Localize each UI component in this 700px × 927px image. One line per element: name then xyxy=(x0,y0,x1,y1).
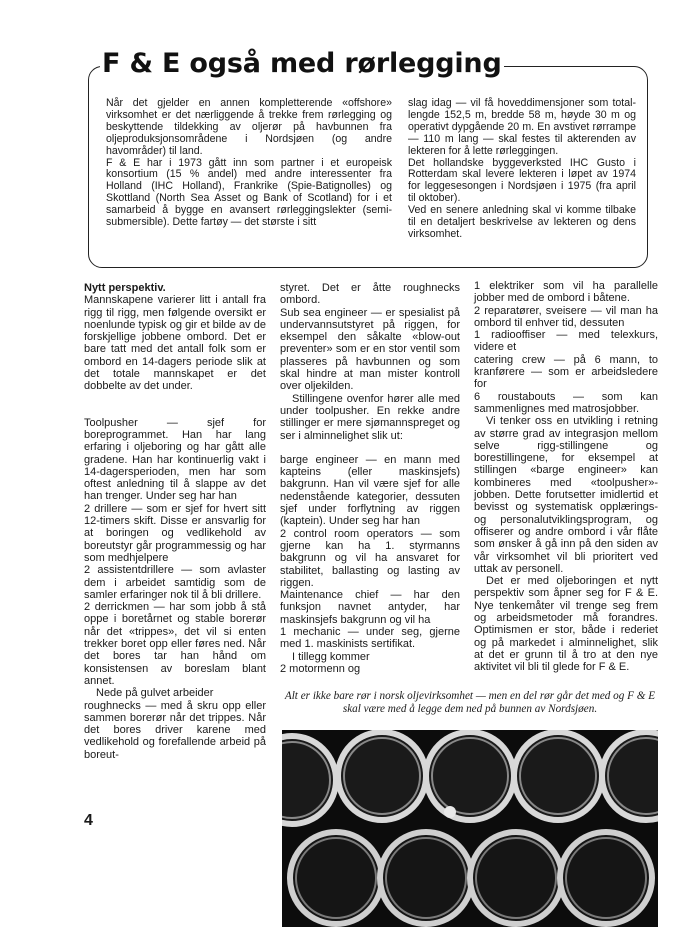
paragraph: Det er med oljeboringen et nytt perspektiv som åpner seg for F & E. Nye tenkemåter vil trenge seg frem og arbeidsmetoder må forandres. Optimismen er stor, både i rederiet og på markedet i alminnelighet, slik at det er grunn til å tro at den nye aktivitet vil bli til glede for F & E. xyxy=(474,575,658,674)
intro-left-text: Når det gjelder en annen kompletterende «offshore» virksomhet er det nærliggende å trekke frem rørlegging og beskyttende tildekking av oljerør på havbunnen fra oljeproduksjonsområdene i Nordsjøen (og andre havområder) til land. F & E har i 1973 gått inn som partner i et europeisk konsortium (15 % andel) med andre interessenter fra Holland (IHC Holland), Frankrike (Spie-Batignolles) og Skottland (North Sea Asset og Bank of Scotland) for i et samarbeid å bygge en avansert rørleggingslekter (semi-submersible). Dette fartøy — det største i sitt xyxy=(106,97,392,229)
pipes-photo xyxy=(282,730,658,927)
body-column-2 xyxy=(280,282,460,675)
body-column-1 xyxy=(84,282,266,761)
paragraph: 2 drillere — som er sjef for hvert sitt 12-timers skift. Disse er ansvarlig for at boringen og vedlikehold av boreutstyr går programmessig og har som medhjelpere xyxy=(84,502,266,564)
intro-right-text: slag idag — vil få hoveddimensjoner som total-lengde 152,5 m, bredde 58 m, høyde 30 m og operativt dypgående 20 m. En avstivet rørrampe — 110 m lang — skal festes til akterenden av lekteren for å lette rørleggingen. Det hollandske byggeverksted IHC Gusto i Rotterdam skal levere lekteren i løpet av 1974 for leggesesongen i Nordsjøen i 1975 (fra april til oktober). Ved en senere anledning skal vi komme tilbake til en detaljert beskrivelse av lekteren og dens virksomhet. xyxy=(408,97,636,240)
paragraph: catering crew — på 6 mann, to kranførere — som er arbeidsledere for xyxy=(474,353,658,391)
photo-caption: Alt er ikke bare rør i norsk oljevirksomhet — men en del rør går det med og F & E skal være med å legge dem ned på bunnen av Nordsjøen. xyxy=(284,690,656,715)
page-number: 4 xyxy=(84,812,93,829)
paragraph: I tillegg kommer xyxy=(292,650,370,663)
paragraph: 2 derrickmen — har som jobb å stå oppe i boretårnet og stable borerør når det «trippes», det vil si enten trekker boret opp eller føres ned. Når det bores tar han hånd om konsistensen av boreslam blant annet. xyxy=(84,601,266,687)
paragraph: Stillingene ovenfor hører alle med under toolpusher. En rekke andre stillinger er mere sjømannspreget og ser i alminnelighet slik ut: xyxy=(280,392,460,442)
paragraph: 2 motormenn og xyxy=(280,662,361,675)
paragraph: Maintenance chief — har den funksjon navnet antyder, har maskinsjefs bakgrunn og vil ha xyxy=(280,589,460,626)
paragraph: 2 control room operators — som gjerne kan ha 1. styrmanns bakgrunn og vil ha ansvaret for stabilitet, ballasting og lasting av riggen. xyxy=(280,527,460,589)
paragraph: roughnecks — med å skru opp eller sammen borerør når det trippes. Når det bores driver karene med vedlikehold og forefallende arbeid på boreut- xyxy=(84,699,266,761)
headline: F & E også med rørlegging xyxy=(102,48,502,79)
paragraph: Mannskapene varierer litt i antall fra rigg til rigg, men følgende oversikt er noenlunde typisk og gir et bilde av de forskjellige jobbene ombord. Det er bare tatt med det antall folk som er ombord en 14-dagers periode slik at det totale mannskapet er det dobbelte av det under. xyxy=(84,294,266,393)
paragraph: styret. Det er åtte roughnecks ombord. xyxy=(280,282,460,307)
body-column-3 xyxy=(474,280,658,674)
paragraph: 1 elektriker som vil ha parallelle jobber med de ombord i båtene. xyxy=(474,280,658,305)
paragraph: Sub sea engineer — er spesialist på undervannsutstyret på riggen, for eksempel den såkalte «blow-out preventer» som er en stor ventil som plasseres på havbunnen og som skal hindre at man mister kontroll over oljekilden. xyxy=(280,306,460,393)
pipes-illustration xyxy=(282,730,658,927)
paragraph: Vi tenker oss en utvikling i retning av større grad av integrasjon mellom selve rigg-stillingene og borestillingene, for eksempel at stillingen «barge engineer» kan kombineres med «toolpusher»-jobben. Dette forutsetter imidlertid et bevisst og systematisk opplærings- og personalutviklingsprogram, og offiserer og andre ombord i vår flåte som ønsker å gå inn på den siden av vår virksomhet vil bli prioritert ved uttak av personell. xyxy=(474,415,658,575)
paragraph: Toolpusher — sjef for boreprogrammet. Han har lang erfaring i oljeboring og har gått alle gradene. Han har kontinuerlig vakt i 14-dagersperioden, men har som oftest anledning til å slappe av det han trenger. Under seg har han xyxy=(84,416,266,503)
intro-left-column xyxy=(106,98,392,229)
intro-right-column xyxy=(408,98,636,241)
paragraph: 6 roustabouts — som kan sammenlignes med matrosjobber. xyxy=(474,390,658,415)
paragraph: barge engineer — en mann med kapteins (eller maskinsjefs) bakgrunn. Han vil være sjef for alle nedenstående kategorier, dessuten sjef under forflytning av riggen (kaptein). Under seg har han xyxy=(280,453,460,528)
paragraph: 2 assistentdrillere — som avlaster dem i arbeidet samtidig som de samler erfaringer nok til å bli drillere. xyxy=(84,564,266,601)
paragraph: 1 radiooffiser — med telexkurs, videre et xyxy=(474,329,658,354)
paragraph: Nede på gulvet arbeider xyxy=(96,687,214,700)
paragraph: 1 mechanic — under seg, gjerne med 1. maskinists sertifikat. xyxy=(280,626,460,651)
paragraph: 2 reparatører, sveisere — vil man ha ombord til enhver tid, dessuten xyxy=(474,304,658,329)
subhead: Nytt perspektiv. xyxy=(84,282,166,294)
